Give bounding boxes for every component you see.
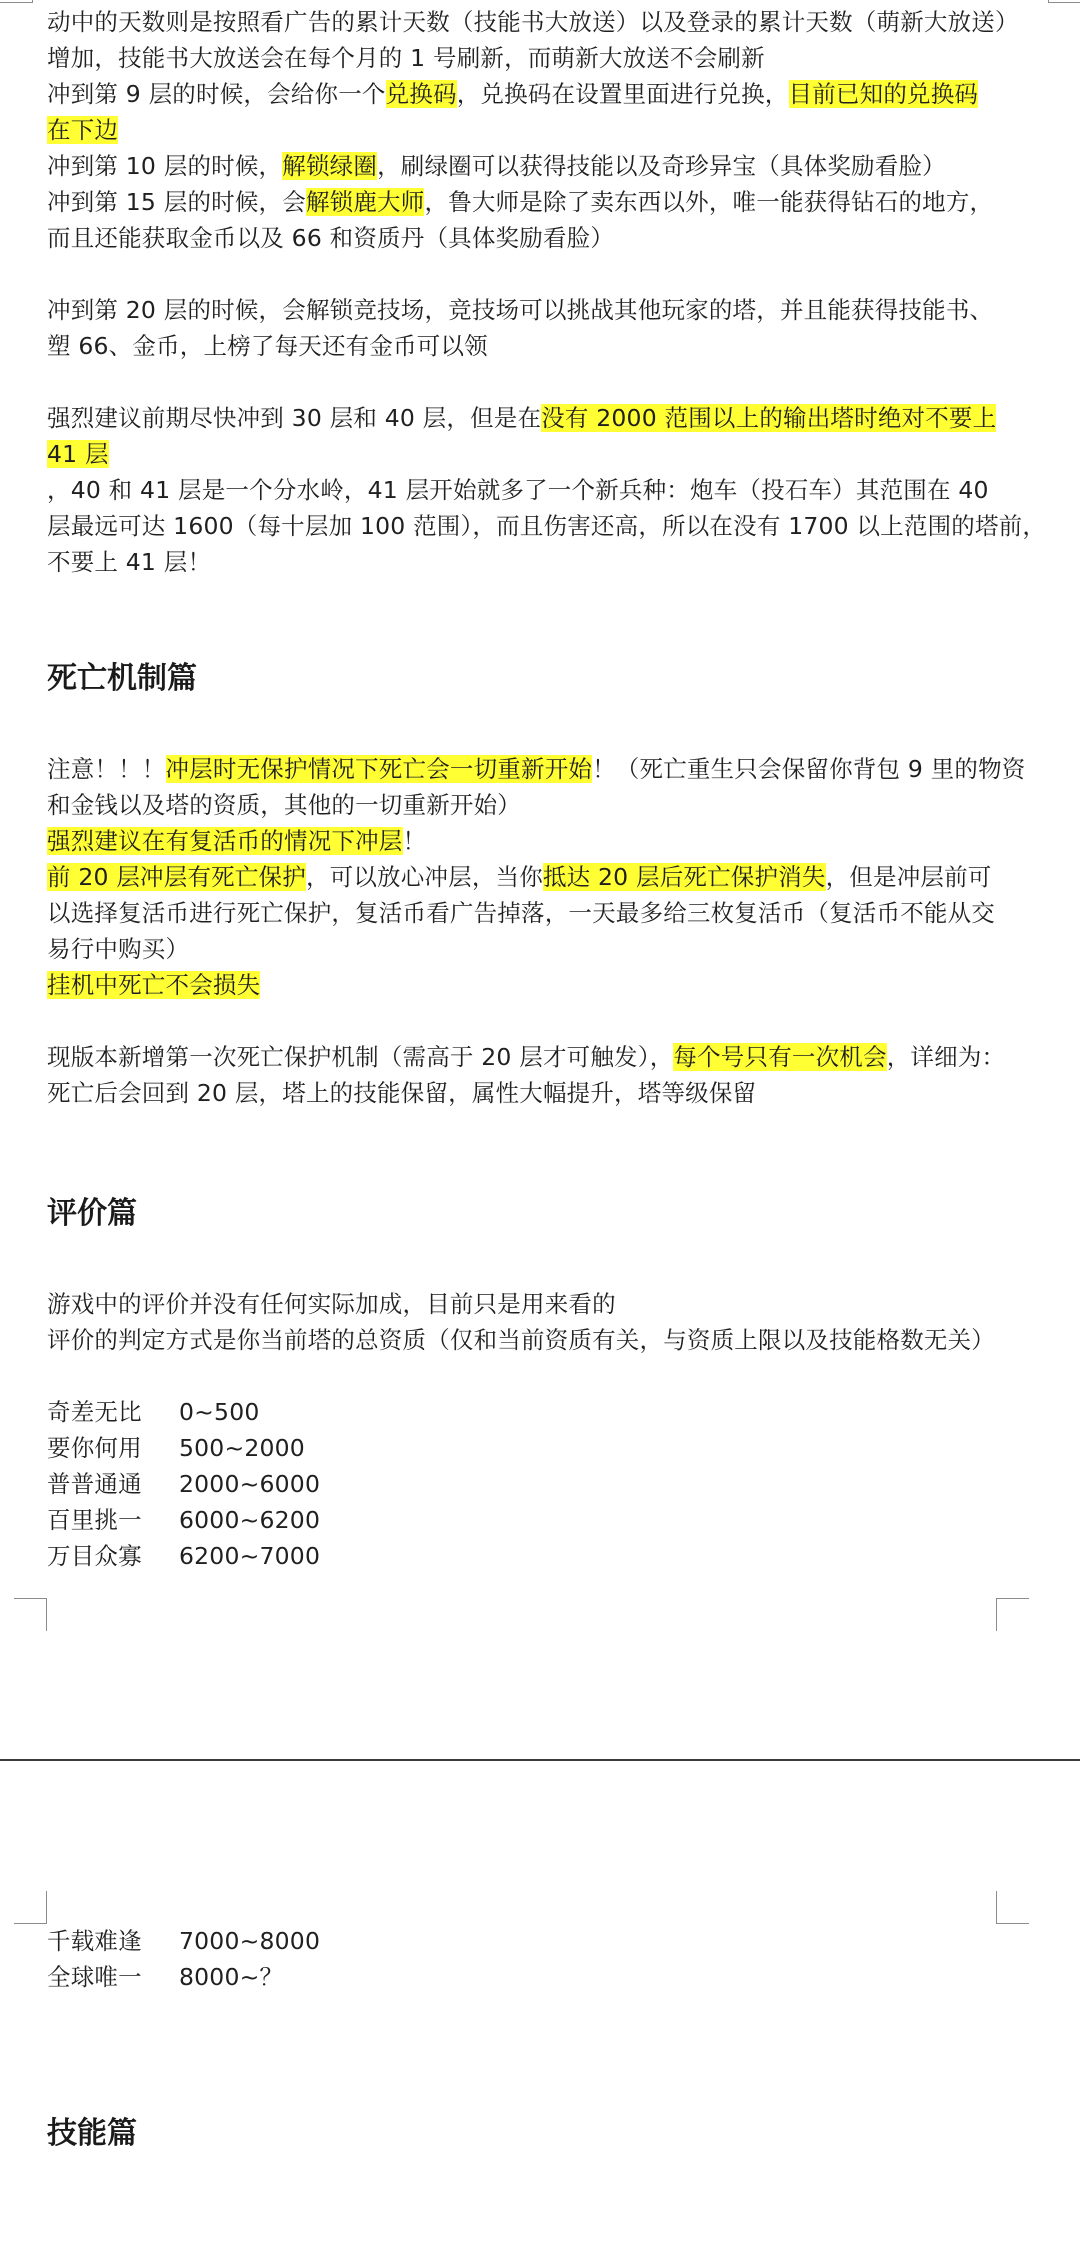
paragraph-line (47, 859, 1047, 895)
paragraph-line: 增加，技能书大放送会在每个月的 1 号刷新，而萌新大放送不会刷新 (47, 44, 765, 72)
rating-section (47, 1286, 1047, 1574)
paragraph-line: 和金钱以及塔的资质，其他的一切重新开始） (47, 791, 521, 819)
highlighted-text: 前 20 层冲层有死亡保护 (47, 863, 306, 891)
page-corner-mark (996, 1598, 1029, 1631)
grade-name: 千载难逢 (47, 1927, 142, 1955)
section-heading-rating: 评价篇 (47, 1196, 137, 1231)
page-corner-mark (14, 1891, 47, 1924)
text-run: ！（死亡重生只会保留你背包 9 里的物资 (592, 755, 1026, 783)
paragraph-line (47, 1039, 1047, 1075)
paragraph-line: 冲到第 20 层的时候，会解锁竞技场，竞技场可以挑战其他玩家的塔，并且能获得技能书、 (47, 296, 994, 324)
blank-line (47, 364, 1047, 400)
highlighted-text: 挂机中死亡不会损失 (47, 971, 261, 999)
grade-name: 全球唯一 (47, 1963, 142, 1991)
paragraph-line: 易行中购买） (47, 935, 190, 963)
text-run: ，可以放心冲层，当你 (305, 863, 543, 891)
page-corner-mark (1048, 0, 1080, 3)
grade-range: 7000~8000 (179, 1927, 321, 1955)
text-run: 冲到第 9 层的时候，会给你一个 (47, 80, 386, 108)
text-run: ，详细为： (886, 1043, 1006, 1071)
paragraph-line (47, 967, 1047, 1003)
paragraph-line (47, 112, 1047, 148)
paragraph-line (47, 184, 1047, 220)
text-run: 冲到第 15 层的时候，会 (47, 188, 306, 216)
grade-row (47, 1923, 1047, 1959)
blank-line (47, 1003, 1047, 1039)
highlighted-text: 目前已知的兑换码 (788, 80, 979, 108)
text-run: ，兑换码在设置里面进行兑换， (456, 80, 789, 108)
text-run: 注意！！！ (47, 755, 166, 783)
text-run: 冲到第 10 层的时候， (47, 152, 283, 180)
grade-row (47, 1959, 1047, 1995)
paragraph-line (47, 400, 1047, 436)
text-run: 强烈建议前期尽快冲到 30 层和 40 层，但是在 (47, 404, 542, 432)
text-run: ！ (402, 827, 427, 855)
paragraph-line (47, 751, 1047, 787)
highlighted-text: 41 层 (47, 440, 109, 468)
paragraph-line: 不要上 41 层！ (47, 548, 212, 576)
paragraph-line: 死亡后会回到 20 层，塔上的技能保留，属性大幅提升，塔等级保留 (47, 1079, 757, 1107)
rating-section-continued (47, 1923, 1047, 1995)
grade-range: 500~2000 (179, 1434, 305, 1462)
grade-name: 普普通通 (47, 1470, 142, 1498)
grade-name: 奇差无比 (47, 1398, 142, 1426)
section-heading-death: 死亡机制篇 (47, 661, 197, 696)
highlighted-text: 冲层时无保护情况下死亡会一切重新开始 (165, 755, 593, 783)
text-run: ，刷绿圈可以获得技能以及奇珍异宝（具体奖励看脸） (377, 152, 946, 180)
text-run: ，鲁大师是除了卖东西以外，唯一能获得钻石的地方， (424, 188, 994, 216)
grade-name: 万目众寡 (47, 1542, 142, 1570)
document-page-2 (0, 1762, 1080, 2244)
grade-range: 2000~6000 (179, 1470, 321, 1498)
grade-name: 百里挑一 (47, 1506, 142, 1534)
highlighted-text: 兑换码 (385, 80, 457, 108)
paragraph-line: 而且还能获取金币以及 66 和资质丹（具体奖励看脸） (47, 224, 615, 252)
highlighted-text: 解锁鹿大师 (305, 188, 425, 216)
grade-range: 0~500 (179, 1398, 260, 1426)
grade-range: 6200~7000 (179, 1542, 321, 1570)
highlighted-text: 抵达 20 层后死亡保护消失 (542, 863, 826, 891)
death-section (47, 751, 1047, 1111)
text-run: ，但是冲层前可 (825, 863, 992, 891)
grade-row (47, 1430, 1047, 1466)
highlighted-text: 强烈建议在有复活币的情况下冲层 (47, 827, 403, 855)
paragraph-line: 层最远可达 1600（每十层加 100 范围），而且伤害还高，所以在没有 1700 以上范围的塔前， (47, 512, 1047, 540)
paragraph-line: 游戏中的评价并没有任何实际加成，目前只是用来看的 (47, 1290, 616, 1318)
paragraph-line (47, 436, 1047, 472)
paragraph-line: 动中的天数则是按照看广告的累计天数（技能书大放送）以及登录的累计天数（萌新大放送） (47, 8, 1019, 36)
grade-row (47, 1394, 1047, 1430)
paragraph-line (47, 148, 1047, 184)
intro-section (47, 4, 1047, 580)
highlighted-text: 在下边 (47, 116, 119, 144)
highlighted-text: 每个号只有一次机会 (673, 1043, 887, 1071)
blank-line (47, 256, 1047, 292)
page-corner-mark (0, 0, 33, 3)
blank-line (47, 1358, 1047, 1394)
paragraph-line (47, 823, 1047, 859)
grade-range: 6000~6200 (179, 1506, 321, 1534)
paragraph-line: 塑 66、金币，上榜了每天还有金币可以领 (47, 332, 488, 360)
text-run: 现版本新增第一次死亡保护机制（需高于 20 层才可触发）， (47, 1043, 674, 1071)
grade-row (47, 1466, 1047, 1502)
grade-name: 要你何用 (47, 1434, 142, 1462)
paragraph-line (47, 76, 1047, 112)
grade-range: 8000~？ (179, 1963, 284, 1991)
grade-row (47, 1538, 1047, 1574)
paragraph-line: 以选择复活币进行死亡保护，复活币看广告掉落，一天最多给三枚复活币（复活币不能从交 (47, 899, 995, 927)
paragraph-line: ，40 和 41 层是一个分水岭，41 层开始就多了一个新兵种：炮车（投石车）其范围在 40 (47, 476, 989, 504)
paragraph-line: 评价的判定方式是你当前塔的总资质（仅和当前资质有关，与资质上限以及技能格数无关） (47, 1326, 995, 1354)
highlighted-text: 解锁绿圈 (282, 152, 378, 180)
page-corner-mark (996, 1891, 1029, 1924)
section-heading-skills: 技能篇 (47, 2116, 137, 2151)
page-corner-mark (14, 1598, 47, 1631)
grade-row (47, 1502, 1047, 1538)
highlighted-text: 没有 2000 范围以上的输出塔时绝对不要上 (541, 404, 997, 432)
